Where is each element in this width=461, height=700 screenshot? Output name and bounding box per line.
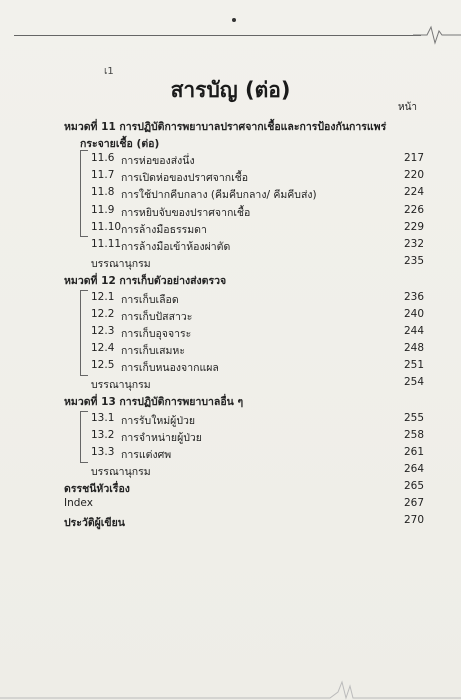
toc-section-number: 11.6: [91, 152, 115, 164]
toc-bibliography[interactable]: บรรณานุกรม: [91, 379, 151, 391]
toc-section-number: 12.1: [91, 291, 115, 303]
toc-subject-index[interactable]: ดรรชนีหัวเรื่อง: [64, 483, 130, 495]
toc-page-number: 261: [403, 446, 424, 458]
toc-section-title[interactable]: การใช้ปากคีบกลาง (คีมคีบกลาง/ คีมคีบส่ง): [121, 189, 317, 201]
toc-section-number: 13.3: [91, 446, 115, 458]
toc-page-number: 270: [403, 514, 424, 526]
toc-section-title[interactable]: การเก็บปัสสาวะ: [121, 311, 193, 323]
toc-section-number: 12.2: [91, 308, 115, 320]
chapter-11-title-line2[interactable]: กระจายเชื้อ (ต่อ): [80, 138, 160, 150]
toc-page-number: 255: [403, 412, 424, 424]
toc-page-number: 240: [403, 308, 424, 320]
toc-section-title[interactable]: การห่อของส่งนึ่ง: [121, 155, 195, 167]
chapter-12-title[interactable]: หมวดที่ 12 การเก็บตัวอย่างส่งตรวจ: [64, 275, 227, 287]
toc-page-number: 235: [403, 255, 424, 267]
section-bracket: [80, 290, 88, 376]
toc-author-bio[interactable]: ประวัติผู้เขียน: [64, 517, 125, 529]
header-dot: [232, 18, 236, 22]
toc-section-number: 11.8: [91, 186, 115, 198]
toc-page-number: 248: [403, 342, 424, 354]
toc-section-title[interactable]: การเก็บเสมหะ: [121, 345, 185, 357]
toc-section-number: 11.10: [91, 221, 122, 233]
toc-section-number: 11.7: [91, 169, 115, 181]
toc-page-number: 217: [403, 152, 424, 164]
toc-index[interactable]: Index: [64, 497, 93, 509]
heartbeat-line-icon: [413, 22, 461, 46]
toc-page-number: 265: [403, 480, 424, 492]
toc-page-number: 258: [403, 429, 424, 441]
toc-page-number: 236: [403, 291, 424, 303]
toc-section-number: 12.4: [91, 342, 115, 354]
toc-page-number: 220: [403, 169, 424, 181]
toc-page-number: 267: [403, 497, 424, 509]
toc-section-number: 12.3: [91, 325, 115, 337]
footer-heartbeat-icon: [0, 678, 461, 700]
section-bracket: [80, 411, 88, 463]
page-title: สารบัญ (ต่อ): [170, 78, 291, 102]
chapter-13-title[interactable]: หมวดที่ 13 การปฏิบัติการพยาบาลอื่น ๆ: [64, 396, 244, 408]
toc-section-number: 11.9: [91, 204, 115, 216]
toc-page-number: 224: [403, 186, 424, 198]
toc-page-number: 251: [403, 359, 424, 371]
toc-page-number: 226: [403, 204, 424, 216]
toc-section-title[interactable]: การแต่งศพ: [121, 449, 172, 461]
toc-section-title[interactable]: การเก็บอุจจาระ: [121, 328, 192, 340]
toc-page-number: 244: [403, 325, 424, 337]
header-rule: [14, 35, 421, 36]
toc-page-number: 229: [403, 221, 424, 233]
section-bracket: [80, 150, 88, 237]
toc-section-title[interactable]: การเก็บหนองจากแผล: [121, 362, 219, 374]
toc-page-number: 264: [403, 463, 424, 475]
toc-section-number: 13.1: [91, 412, 115, 424]
corner-mark: เ1: [104, 66, 114, 77]
toc-section-number: 12.5: [91, 359, 115, 371]
toc-bibliography[interactable]: บรรณานุกรม: [91, 466, 151, 478]
toc-section-title[interactable]: การเก็บเลือด: [121, 294, 179, 306]
toc-section-title[interactable]: การหยิบจับของปราศจากเชื้อ: [121, 207, 251, 219]
page-column-label: หน้า: [398, 102, 418, 113]
toc-page-number: 254: [403, 376, 424, 388]
chapter-11-title-line1[interactable]: หมวดที่ 11 การปฏิบัติการพยาบาลปราศจากเชื้อและการป้องกันการแพร่: [64, 121, 387, 133]
toc-bibliography[interactable]: บรรณานุกรม: [91, 258, 151, 270]
toc-page-number: 232: [403, 238, 424, 250]
toc-section-title[interactable]: การรับใหม่ผู้ป่วย: [121, 415, 196, 427]
toc-section-number: 11.11: [91, 238, 122, 250]
toc-section-title[interactable]: การล้างมือเข้าห้องผ่าตัด: [121, 241, 231, 253]
toc-section-title[interactable]: การเปิดห่อของปราศจากเชื้อ: [121, 172, 249, 184]
toc-section-number: 13.2: [91, 429, 115, 441]
toc-section-title[interactable]: การจำหน่ายผู้ป่วย: [121, 432, 202, 444]
toc-section-title[interactable]: การล้างมือธรรมดา: [121, 224, 207, 236]
